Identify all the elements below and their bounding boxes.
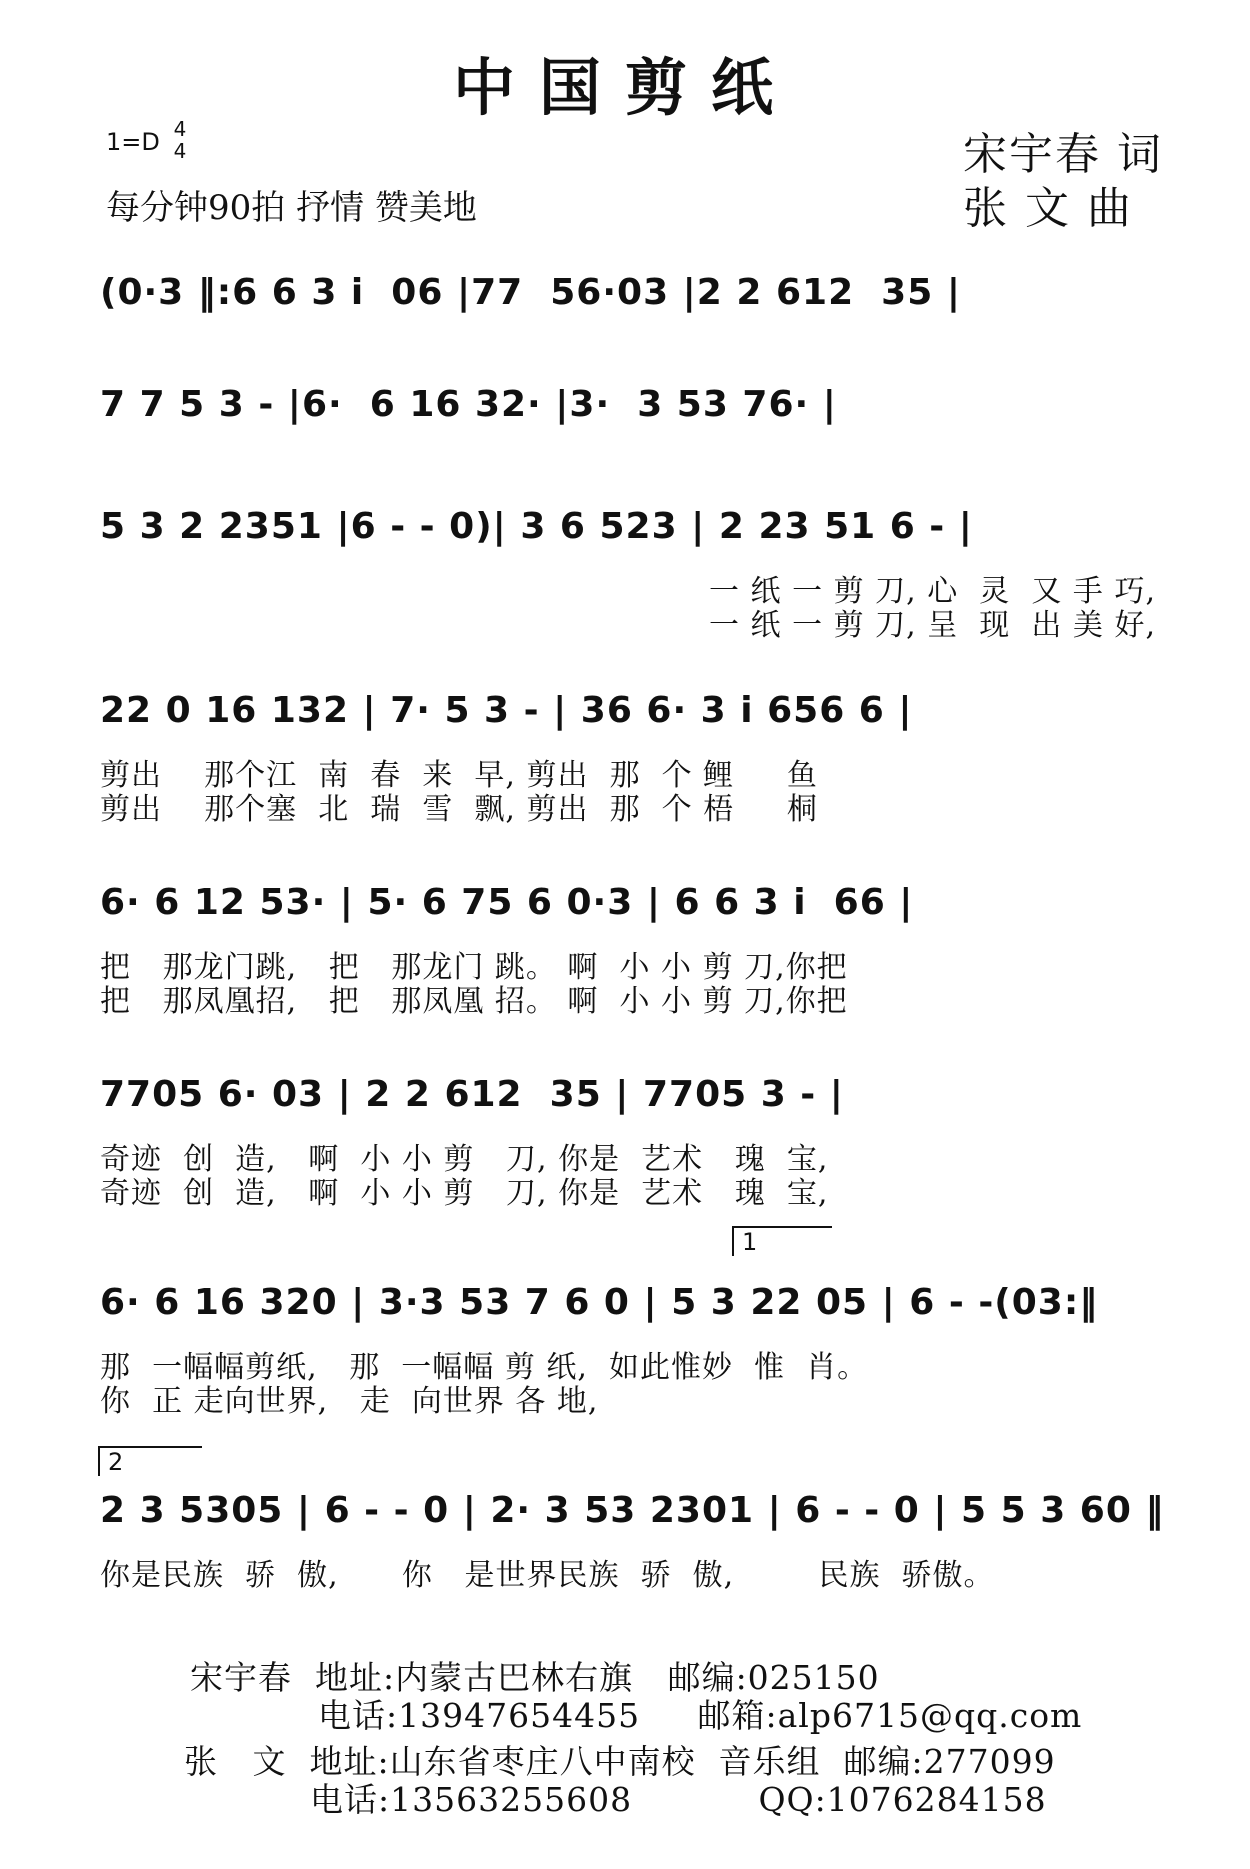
contact-line-2: 电话:13947654455 邮箱:alp6715@qq.com bbox=[318, 1696, 1083, 1735]
key-signature: 1=D bbox=[106, 128, 160, 156]
lyric-line-5b: 把 那凤凰招, 把 那凤凰 招。 啊 小 小 剪 刀,你把 bbox=[100, 984, 848, 1019]
contact-line-4: 电话:13563255608 QQ:1076284158 bbox=[310, 1780, 1047, 1819]
lyric-line-4a: 剪出 那个江 南 春 来 早, 剪出 那 个 鲤 鱼 bbox=[100, 758, 818, 793]
lyric-line-7b: 你 正 走向世界, 走 向世界 各 地, bbox=[100, 1384, 599, 1419]
composer-credit: 张 文 曲 bbox=[963, 183, 1133, 234]
contact-line-1: 宋宇春 地址:内蒙古巴林右旗 邮编:025150 bbox=[190, 1658, 880, 1697]
notation-line-2: 7 7 5 3 - |6· 6 16 32· |3· 3 53 76· | bbox=[100, 384, 837, 425]
notation-line-3: 5 3 2 2351 |6 - - 0)| 3 6 523 | 2 23 51 6 - | bbox=[100, 506, 973, 547]
notation-line-7: 6· 6 16 320 | 3·3 53 7 6 0 | 5 3 22 05 | 6 - -(03:‖ bbox=[100, 1282, 1099, 1323]
notation-line-4: 22 0 16 132 | 7· 5 3 - | 36 6· 3 i 656 6 | bbox=[100, 690, 913, 731]
time-signature-bottom: 4 bbox=[173, 139, 187, 163]
notation-line-8: 2 3 5305 | 6 - - 0 | 2· 3 53 2301 | 6 - - 0 | 5 5 3 60 ‖ bbox=[100, 1490, 1165, 1531]
lyric-line-3b: 一 纸 一 剪 刀, 呈 现 出 美 好, bbox=[709, 608, 1156, 643]
first-ending-bracket: 1 bbox=[732, 1226, 832, 1256]
lyric-line-4b: 剪出 那个塞 北 瑞 雪 飘, 剪出 那 个 梧 桐 bbox=[100, 792, 818, 827]
tempo-marking: 每分钟90拍 抒情 赞美地 bbox=[106, 188, 477, 228]
notation-line-6: 7705 6· 03 | 2 2 612 35 | 7705 3 - | bbox=[100, 1074, 844, 1115]
notation-line-1: (0·3 ‖:6 6 3 i 06 |77 56·03 |2 2 612 35 | bbox=[100, 272, 961, 313]
song-title: 中国剪纸 bbox=[452, 51, 797, 124]
lyric-line-6a: 奇迹 创 造, 啊 小 小 剪 刀, 你是 艺术 瑰 宝, bbox=[100, 1142, 829, 1177]
lyric-line-5a: 把 那龙门跳, 把 那龙门 跳。 啊 小 小 剪 刀,你把 bbox=[100, 950, 848, 985]
contact-line-3: 张 文 地址:山东省枣庄八中南校 音乐组 邮编:277099 bbox=[184, 1742, 1056, 1781]
time-signature bbox=[170, 118, 190, 162]
second-ending-bracket: 2 bbox=[98, 1446, 202, 1476]
lyric-line-8a: 你是民族 骄 傲, 你 是世界民族 骄 傲, 民族 骄傲。 bbox=[100, 1558, 995, 1593]
lyric-line-7a: 那 一幅幅剪纸, 那 一幅幅 剪 纸, 如此惟妙 惟 肖。 bbox=[100, 1350, 869, 1385]
lyricist-credit: 宋宇春 词 bbox=[963, 129, 1163, 180]
notation-line-5: 6· 6 12 53· | 5· 6 75 6 0·3 | 6 6 3 i 66 | bbox=[100, 882, 914, 923]
lyric-line-6b: 奇迹 创 造, 啊 小 小 剪 刀, 你是 艺术 瑰 宝, bbox=[100, 1176, 829, 1211]
time-signature-top: 4 bbox=[173, 117, 187, 141]
lyric-line-3a: 一 纸 一 剪 刀, 心 灵 又 手 巧, bbox=[709, 574, 1156, 609]
